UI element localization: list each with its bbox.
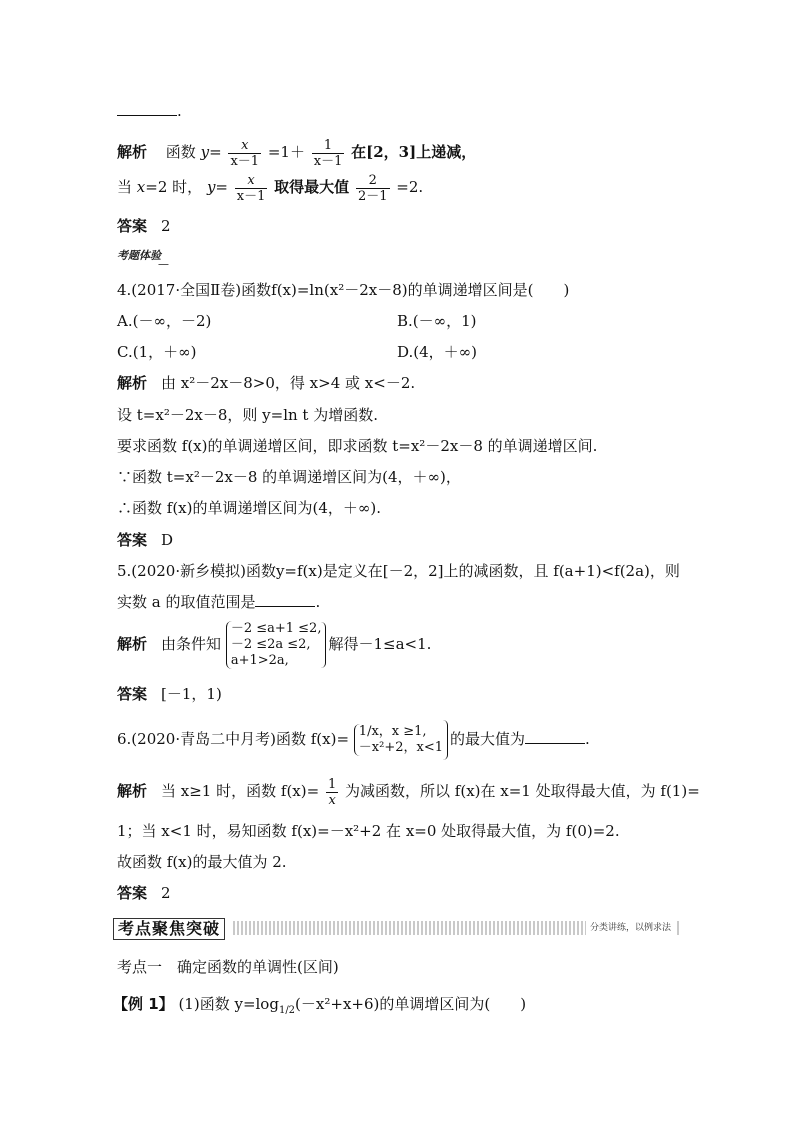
text: 的最大值为 <box>450 730 526 748</box>
answer-value: 2 <box>161 884 171 902</box>
fraction <box>312 138 345 169</box>
frac-num: 2 <box>356 173 390 189</box>
text: =1＋ <box>267 143 305 161</box>
frac-num: x <box>235 173 268 189</box>
example-1 <box>113 990 526 1025</box>
system-row: a+1>2a, <box>230 653 289 668</box>
text: =2. <box>396 178 424 196</box>
brace-right <box>321 622 326 668</box>
frac-den: x－1 <box>313 153 343 169</box>
text: = <box>209 143 222 161</box>
frac-num: 1 <box>327 776 337 792</box>
label-jiexi: 解析 <box>117 635 148 653</box>
text: 6.(2020·青岛二中月考)函数 f(x)= <box>117 730 350 748</box>
text: 在[2，3]上递减， <box>351 143 477 161</box>
p1-answer <box>117 216 171 236</box>
log-base: 1/2 <box>278 1005 296 1016</box>
q4-solution-line4: ∵函数 t=x²－2x－8 的单调递增区间为(4，＋∞)， <box>117 468 461 486</box>
label-daan: 答案 <box>117 531 148 549</box>
q5-answer <box>117 684 222 704</box>
text: 函数 <box>165 143 196 161</box>
label-daan: 答案 <box>117 217 148 235</box>
piecewise-function <box>354 724 443 756</box>
text: . <box>315 593 321 611</box>
text: 由条件知 <box>161 635 222 653</box>
q4-solution-line1 <box>117 373 415 393</box>
section-band <box>113 918 679 938</box>
inequality-system <box>226 621 322 669</box>
q4-option-b: B.(－∞，1) <box>397 312 477 330</box>
p1-solution-line1 <box>117 137 476 169</box>
band-subtitle: 分类讲练，以例求法 <box>586 921 675 935</box>
label-jiexi: 解析 <box>117 143 148 161</box>
text: . <box>585 730 590 748</box>
label-jiexi: 解析 <box>117 782 148 800</box>
q4-stem: 4.(2017·全国Ⅱ卷)函数f(x)=ln(x²－2x－8)的单调递增区间是( ) <box>117 281 570 299</box>
fill-blank <box>525 729 585 744</box>
label-daan: 答案 <box>117 685 148 703</box>
frac-den: x－1 <box>236 188 266 204</box>
q4-solution-line3: 要求函数 f(x)的单调递增区间，即求函数 t=x²－2x－8 的单调递增区间. <box>117 437 598 455</box>
text: 为减函数，所以 f(x)在 x=1 处取得最大值，为 f(1)= <box>345 782 700 800</box>
text: = <box>215 178 228 196</box>
text: =2 时， <box>145 178 203 196</box>
text: 解得－1≤a<1. <box>328 635 432 653</box>
answer-value: D <box>161 531 174 549</box>
text: (－x²+x+6)的单调增区间为( ) <box>295 995 527 1013</box>
q5-solution <box>117 618 431 670</box>
answer-value: [－1，1) <box>161 685 222 703</box>
answer-value: 2 <box>161 217 171 235</box>
text: (1)函数 y=log <box>178 995 279 1013</box>
fraction <box>228 138 261 169</box>
text: 当 <box>117 178 133 196</box>
frac-num: 1 <box>312 138 345 154</box>
q6-solution-line1 <box>117 776 700 808</box>
q4-answer <box>117 530 173 550</box>
case-row: －x²+2，x<1 <box>358 740 443 755</box>
frac-den: 2－1 <box>357 188 388 204</box>
q6-solution-line2: 1；当 x<1 时，易知函数 f(x)=－x²+2 在 x=0 处取得最大值，为 f(0)=2. <box>117 822 620 840</box>
var-y: y <box>200 143 210 161</box>
band-title: 考点聚焦突破 <box>113 918 225 940</box>
example-tag: 【例 1】 <box>113 995 174 1013</box>
label-daan: 答案 <box>117 884 148 902</box>
fill-blank <box>255 592 315 607</box>
label-jiexi: 解析 <box>117 374 148 392</box>
q4-solution-line5: ∴函数 f(x)的单调递增区间为(4，＋∞). <box>117 499 381 517</box>
fill-blank-line: . <box>117 101 182 121</box>
fraction <box>356 173 390 204</box>
frac-den: x－1 <box>230 153 260 169</box>
var-y: y <box>206 178 216 196</box>
q6-answer <box>117 883 171 903</box>
section-label-tiyan: 考题体验 <box>117 249 161 262</box>
q5-stem-line1: 5.(2020·新乡模拟)函数y=f(x)是定义在[－2，2]上的减函数，且 f(a+1)<f(2a)，则 <box>117 562 680 580</box>
text: 实数 a 的取值范围是 <box>117 593 256 611</box>
p1-solution-line2 <box>117 172 423 204</box>
fraction <box>235 173 268 204</box>
q4-option-a: A.(－∞，－2) <box>117 312 212 330</box>
system-row: －2 ≤2a ≤2, <box>230 637 311 652</box>
q6-solution-line3: 故函数 f(x)的最大值为 2. <box>117 853 287 871</box>
frac-num: x <box>228 138 261 154</box>
frac-den: x <box>328 792 336 808</box>
var-x: x <box>136 178 146 196</box>
system-row: －2 ≤a+1 ≤2, <box>230 621 322 636</box>
case-row: 1/x，x ≥1, <box>358 724 427 739</box>
text: 取得最大值 <box>274 178 350 196</box>
q4-solution-line2: 设 t=x²－2x－8，则 y=ln t 为增函数. <box>117 406 378 424</box>
q5-stem-line2 <box>117 592 320 612</box>
kaodian-heading: 考点一 确定函数的单调性(区间) <box>117 958 339 976</box>
text: 由 x²－2x－8>0，得 x>4 或 x<－2. <box>161 374 416 392</box>
q6-stem <box>117 716 590 762</box>
q4-option-c: C.(1，＋∞) <box>117 343 197 361</box>
q4-option-d: D.(4，＋∞) <box>397 343 478 361</box>
text: 当 x≥1 时，函数 f(x)= <box>161 782 320 800</box>
fraction <box>326 777 338 808</box>
brace-right <box>443 720 448 760</box>
